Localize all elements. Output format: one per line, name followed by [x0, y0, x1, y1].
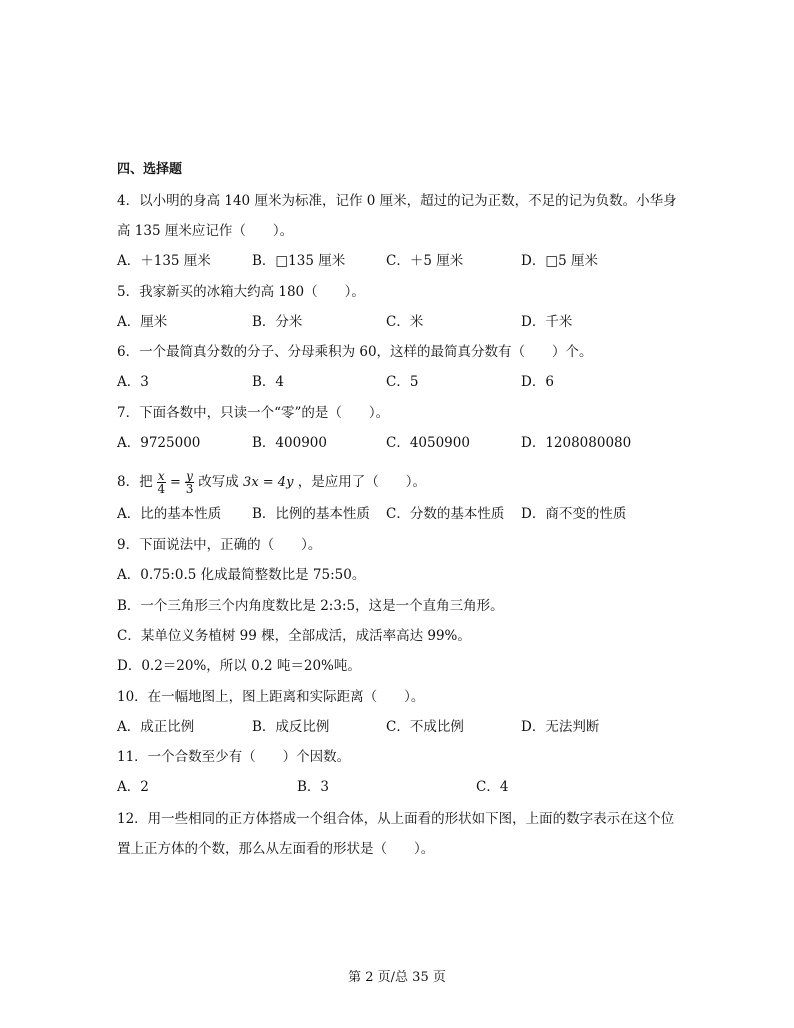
- question-10-option-c: C．不成比例: [386, 719, 464, 735]
- question-8-prefix: 8．把: [117, 474, 153, 490]
- question-10-option-d: D．无法判断: [521, 719, 600, 735]
- question-11-option-c: C．4: [476, 779, 509, 795]
- question-9-option-b: B．一个三角形三个内角度数比是 2:3:5，这是一个直角三角形。: [117, 598, 504, 614]
- question-8-option-b: B．比例的基本性质: [252, 506, 370, 522]
- question-9-option-a: A．0.75:0.5 化成最简整数比是 75:50。: [117, 567, 366, 583]
- fraction-2-numerator: y: [186, 469, 193, 483]
- question-5-option-b: B．分米: [252, 314, 303, 330]
- question-8-option-c: C．分数的基本性质: [386, 506, 505, 522]
- question-4-option-b: B．□135 厘米: [252, 253, 346, 269]
- question-8-middle: 改写成: [198, 474, 239, 490]
- question-11-option-b: B．3: [297, 779, 330, 795]
- question-6-option-c: C．5: [386, 374, 419, 390]
- question-4-option-c: C．＋5 厘米: [386, 253, 464, 269]
- question-6-option-d: D．6: [521, 374, 554, 390]
- question-5-option-a: A．厘米: [117, 314, 168, 330]
- fraction-y-over-3: [185, 470, 194, 495]
- question-7-option-c: C．4050900: [386, 435, 470, 451]
- question-4-line-1: 4．以小明的身高 140 厘米为标准，记作 0 厘米，超过的记为正数，不足的记为负数。小华身: [117, 193, 677, 209]
- question-4-option-d: D．□5 厘米: [521, 253, 598, 269]
- question-9-option-d: D．0.2＝20%，所以 0.2 吨＝20%吨。: [117, 658, 361, 674]
- question-12-line-1: 12．用一些相同的正方体搭成一个组合体，从上面看的形状如下图，上面的数字表示在这个位: [117, 811, 675, 827]
- question-10-option-b: B．成反比例: [252, 719, 330, 735]
- section-title: 四、选择题: [117, 162, 183, 177]
- question-6-option-b: B．4: [252, 374, 285, 390]
- question-5-text: 5．我家新买的冰箱大约高 180（ ）。: [117, 284, 365, 300]
- question-10-text: 10．在一幅地图上，图上距离和实际距离（ ）。: [117, 689, 425, 705]
- question-6-text: 6．一个最简真分数的分子、分母乘积为 60，这样的最简真分数有（ ）个。: [117, 344, 593, 360]
- question-8-option-a: A．比的基本性质: [117, 506, 222, 522]
- question-8-option-d: D．商不变的性质: [521, 506, 627, 522]
- equals-sign: =: [169, 475, 181, 490]
- question-10-option-a: A．成正比例: [117, 719, 195, 735]
- question-4-option-a: A．＋135 厘米: [117, 253, 211, 269]
- question-8-suffix: ，是应用了（ ）。: [297, 474, 426, 490]
- question-9-option-c: C．某单位义务植树 99 棵，全部成活，成活率高达 99%。: [117, 628, 471, 644]
- fraction-1-numerator: x: [157, 469, 165, 483]
- question-4-line-2: 高 135 厘米应记作（ ）。: [117, 223, 294, 239]
- question-7-option-b: B．400900: [252, 435, 327, 451]
- question-12-line-2: 置上正方体的个数，那么从左面看的形状是（ ）。: [117, 841, 435, 857]
- question-7-text: 7．下面各数中，只读一个“零”的是（ ）。: [117, 405, 390, 421]
- fraction-x-over-4: [157, 470, 166, 495]
- fraction-1-denominator: 4: [157, 482, 166, 496]
- question-11-option-a: A．2: [117, 779, 149, 795]
- question-8-equation: 3x = 4y: [243, 475, 294, 490]
- question-11-text: 11．一个合数至少有（ ）个因数。: [117, 749, 351, 765]
- question-7-option-a: A．9725000: [117, 435, 201, 451]
- page-footer: 第 2 页/总 35 页: [348, 970, 446, 985]
- question-9-text: 9．下面说法中，正确的（ ）。: [117, 537, 322, 553]
- question-7-option-d: D．1208080080: [521, 435, 632, 451]
- question-5-option-d: D．千米: [521, 314, 573, 330]
- question-6-option-a: A．3: [117, 374, 149, 390]
- question-8-text: [117, 468, 426, 497]
- question-5-option-c: C．米: [386, 314, 424, 330]
- fraction-2-denominator: 3: [185, 482, 194, 496]
